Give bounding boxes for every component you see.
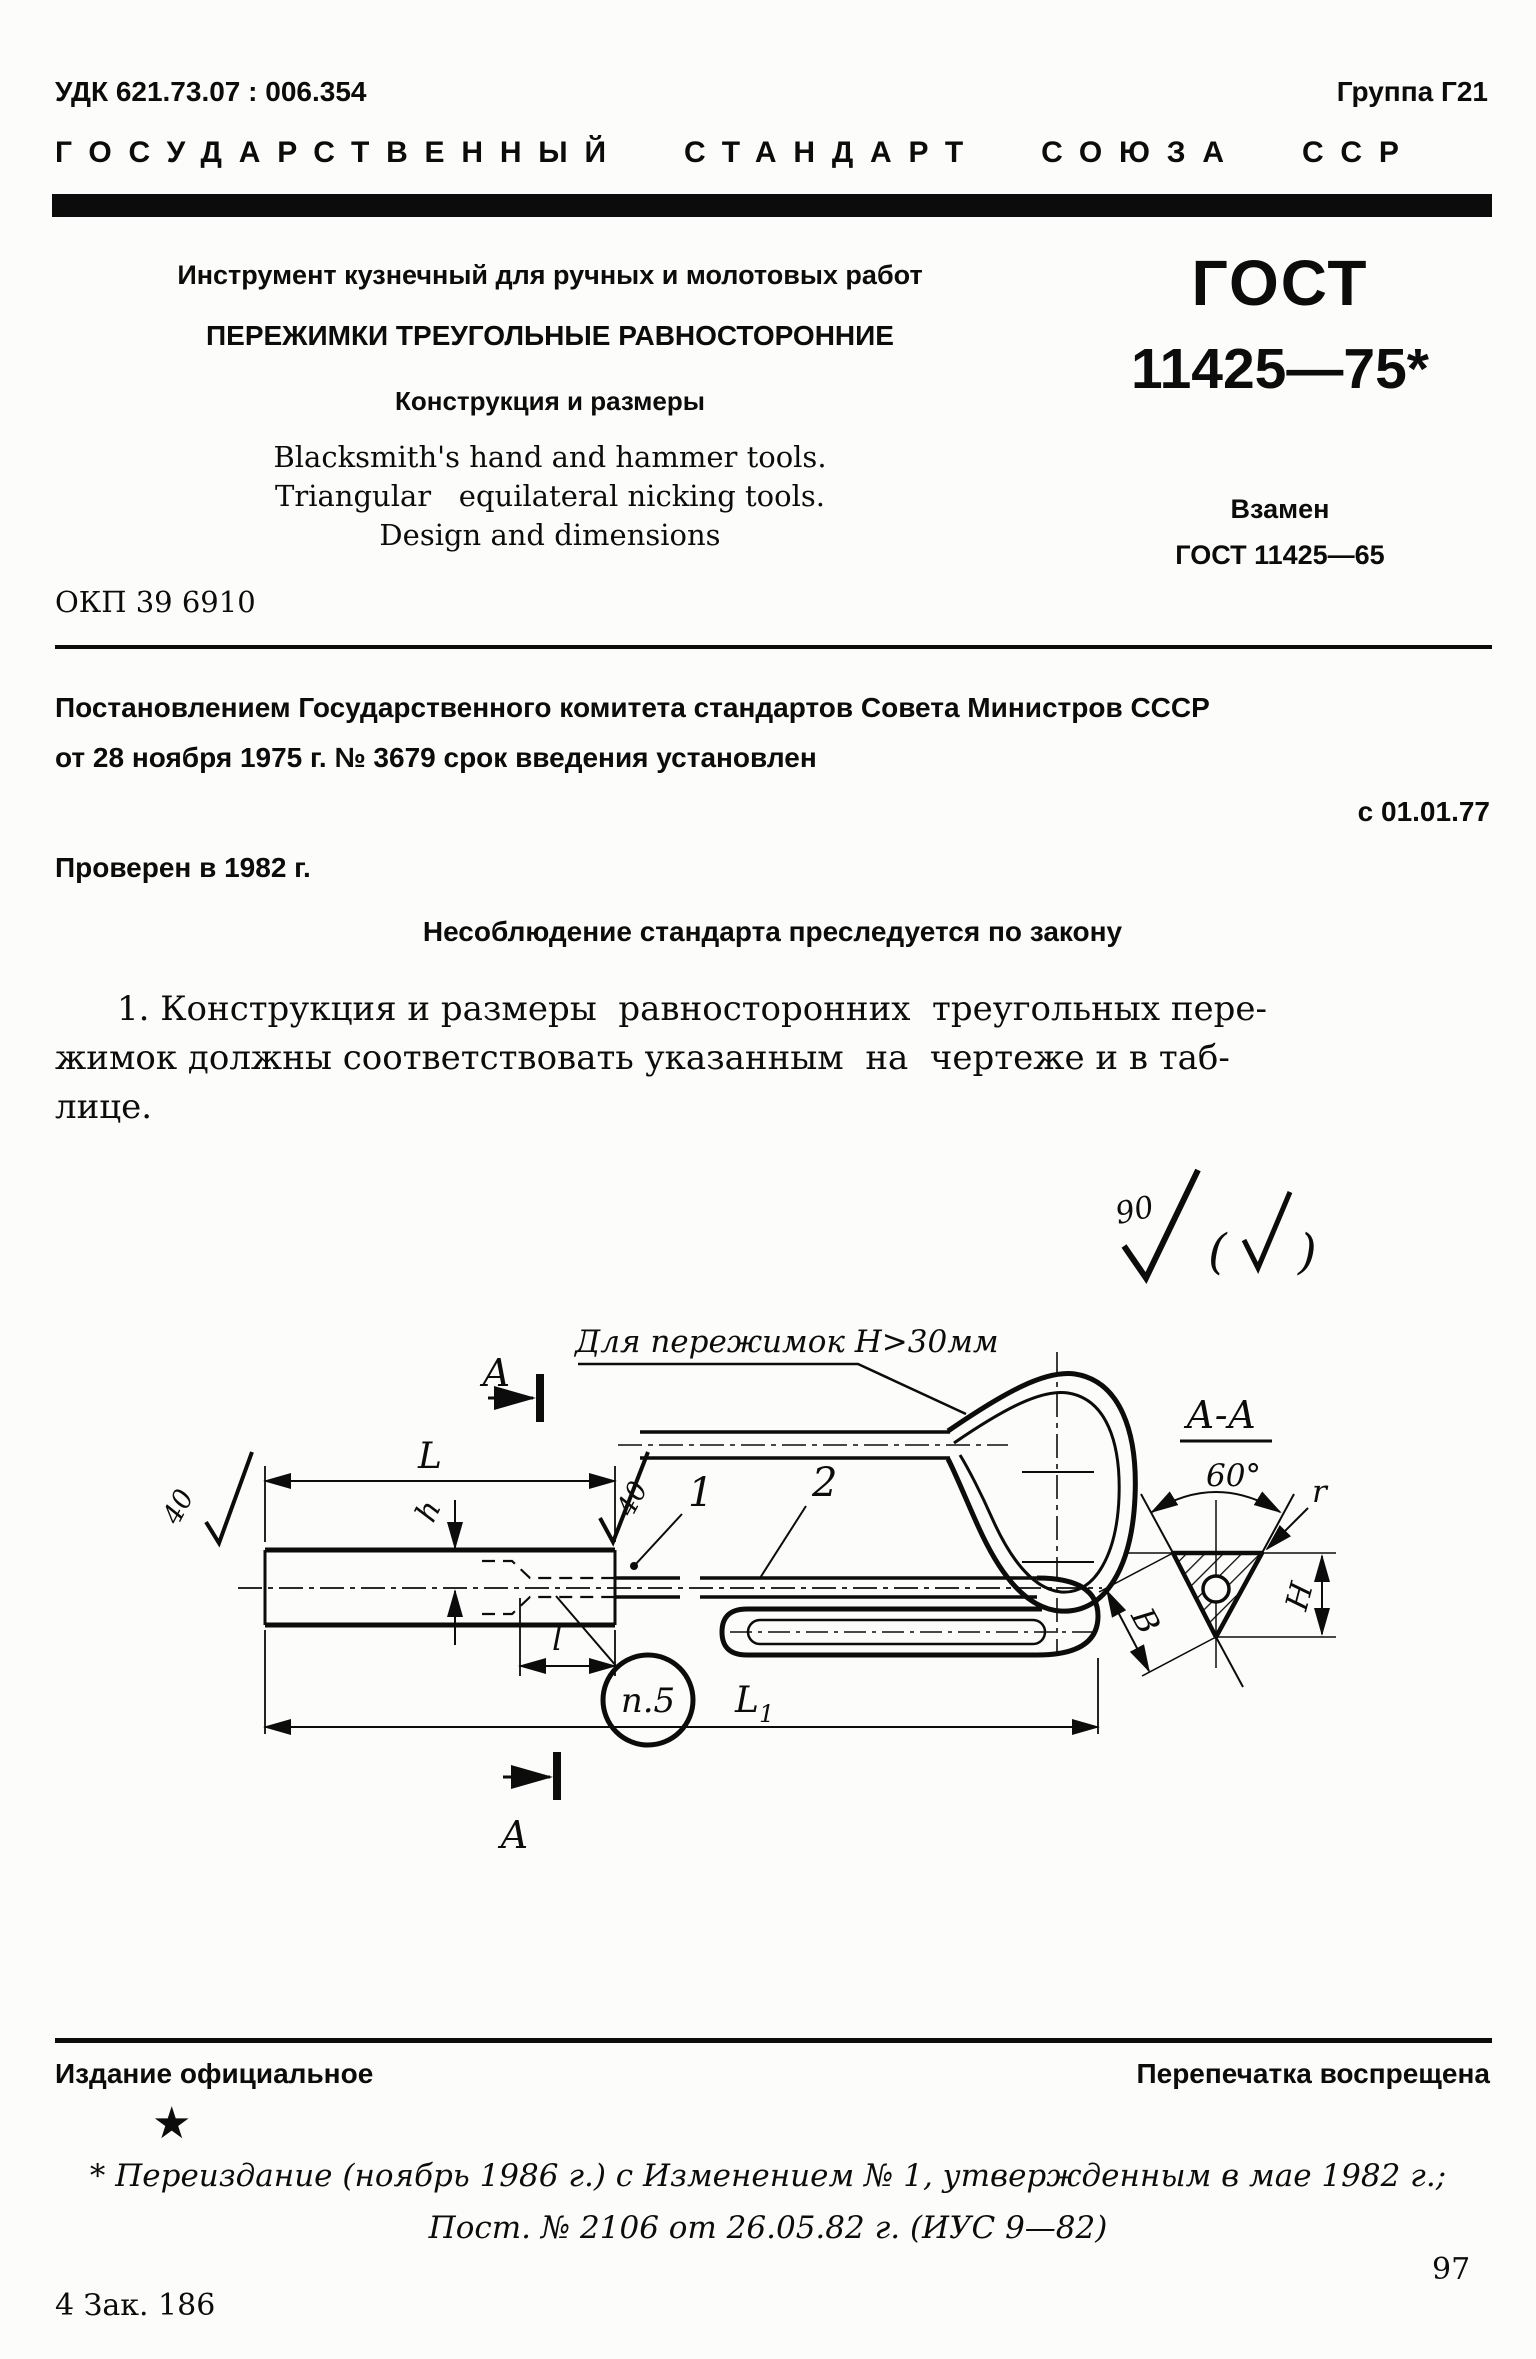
leader-dot <box>630 1562 638 1570</box>
roughness-mark-40-right <box>600 1452 654 1542</box>
r-leader-line <box>1267 1508 1308 1549</box>
section-a-a-view <box>1099 1393 1336 1687</box>
footer-divider <box>55 2038 1492 2043</box>
callout-p5 <box>556 1596 693 1745</box>
title-english-line: Blacksmith's hand and hammer tools. <box>273 440 827 474</box>
hidden-taper-line <box>482 1561 615 1578</box>
dim-L1-subscript: 1 <box>759 1700 775 1728</box>
paren-close: ) <box>1298 1224 1317 1280</box>
footnote-line: * Переиздание (ноябрь 1986 г.) с Изменением № 1, утвержденным в мае 1982 г.; <box>89 2158 1447 2194</box>
technical-drawing <box>0 1140 1536 1900</box>
dim-r-label: r <box>1312 1474 1327 1510</box>
center-hole <box>1203 1576 1229 1602</box>
law-notice: Несоблюдение стандарта преследуется по закону <box>422 916 1123 947</box>
group-label: Группа Г21 <box>1336 76 1488 107</box>
clause-1-line: лице. <box>55 1087 153 1127</box>
dim-B-label: В <box>1123 1601 1169 1641</box>
clause-1-paragraph <box>55 985 1495 1132</box>
paren-open: ( <box>1208 1224 1227 1280</box>
subject-line: Инструмент кузнечный для ручных и молотовых работ <box>177 260 923 290</box>
roughness-mark-40-left <box>156 1452 252 1543</box>
udk-number: УДК 621.73.07 : 006.354 <box>55 76 367 107</box>
callout-item-2 <box>760 1460 837 1578</box>
item-1-label: 1 <box>688 1470 714 1516</box>
extension-line <box>1099 1553 1173 1592</box>
p5-label: п.5 <box>620 1681 676 1721</box>
roughness-value: 40 <box>156 1484 201 1530</box>
standard-title: ПЕРЕЖИМКИ ТРЕУГОЛЬНЫЕ РАВНОСТОРОННИЕ <box>206 320 894 351</box>
roughness-value: 90 <box>1112 1189 1158 1232</box>
imprint: 4 Зак. 186 <box>55 2288 216 2323</box>
note-label: Для пережимок Н>30мм <box>575 1324 999 1360</box>
angle-label: 60° <box>1206 1458 1261 1494</box>
title-english <box>55 438 1045 555</box>
checked-note: Проверен в 1982 г. <box>55 852 311 883</box>
effective-date: с 01.01.77 <box>1357 796 1490 827</box>
roughness-value: 40 <box>610 1476 655 1522</box>
decree-line: Постановлением Государственного комитета стандартов Совета Министров СССР <box>55 692 1210 723</box>
main-view <box>238 1550 1102 1655</box>
apex-extension <box>1216 1637 1243 1687</box>
dim-h-label: h <box>408 1494 449 1528</box>
section-cut-bottom <box>497 1752 561 1857</box>
clause-1-line: 1. Конструкция и размеры равносторонних треугольных пере- <box>117 989 1267 1029</box>
roughness-check-icon <box>206 1452 252 1543</box>
replaces-label: Взамен <box>1230 494 1330 524</box>
title-english-line: Triangular equilateral nicking tools. <box>275 479 825 513</box>
leader-line <box>634 1514 682 1566</box>
star-icon: ★ <box>152 2099 192 2148</box>
dim-L-label: L <box>418 1436 442 1477</box>
decree-line: от 28 ноября 1975 г. № 3679 срок введения установлен <box>55 742 817 773</box>
standard-subtitle: Конструкция и размеры <box>395 386 705 416</box>
note-leader-line <box>578 1364 966 1414</box>
item-2-label: 2 <box>812 1460 838 1506</box>
title-english-line: Design and dimensions <box>379 518 721 552</box>
loop-outer-outline <box>948 1374 1135 1612</box>
dim-L1 <box>265 1630 1098 1734</box>
section-title: А-А <box>1186 1393 1257 1437</box>
official-edition-label: Издание официальное <box>55 2058 374 2089</box>
hidden-taper-line <box>482 1597 615 1614</box>
section-cut-bar <box>553 1752 561 1800</box>
dim-L1-label: L <box>735 1680 759 1721</box>
leader-line <box>556 1596 617 1667</box>
section-cut-top <box>479 1351 544 1422</box>
section-letter: А <box>500 1813 529 1857</box>
roughness-check-icon <box>1244 1192 1290 1268</box>
dim-h <box>409 1495 455 1645</box>
page-number: 97 <box>1432 2252 1471 2287</box>
no-reprint-label: Перепечатка воспрещена <box>1136 2058 1490 2089</box>
replaces-number: ГОСТ 11425—65 <box>1175 540 1385 570</box>
dim-l-label: l <box>552 1620 563 1658</box>
gost-label: ГОСТ <box>1191 247 1369 319</box>
dim-H-label: Н <box>1278 1578 1321 1615</box>
section-letter: А <box>482 1351 511 1395</box>
angle-side-extension <box>1262 1494 1294 1553</box>
leader-line <box>760 1506 806 1578</box>
roughness-mark-90 <box>1112 1170 1316 1280</box>
note-h-gt-30 <box>573 1324 999 1414</box>
footnote-line: Пост. № 2106 от 26.05.82 г. (ИУС 9—82) <box>428 2210 1108 2246</box>
gost-number: 11425—75* <box>1131 337 1429 401</box>
title-divider-bar <box>52 194 1492 217</box>
standard-union-title: ГОСУДАРСТВЕННЫЙ СТАНДАРТ СОЮЗА ССР <box>55 136 1416 169</box>
section-divider <box>55 645 1492 649</box>
clause-1-line: жимок должны соответствовать указанным на чертеже и в таб- <box>55 1038 1230 1078</box>
okp-code: ОКП 39 6910 <box>55 585 256 619</box>
section-cut-bar <box>536 1374 544 1422</box>
extension-line <box>1142 1637 1216 1676</box>
